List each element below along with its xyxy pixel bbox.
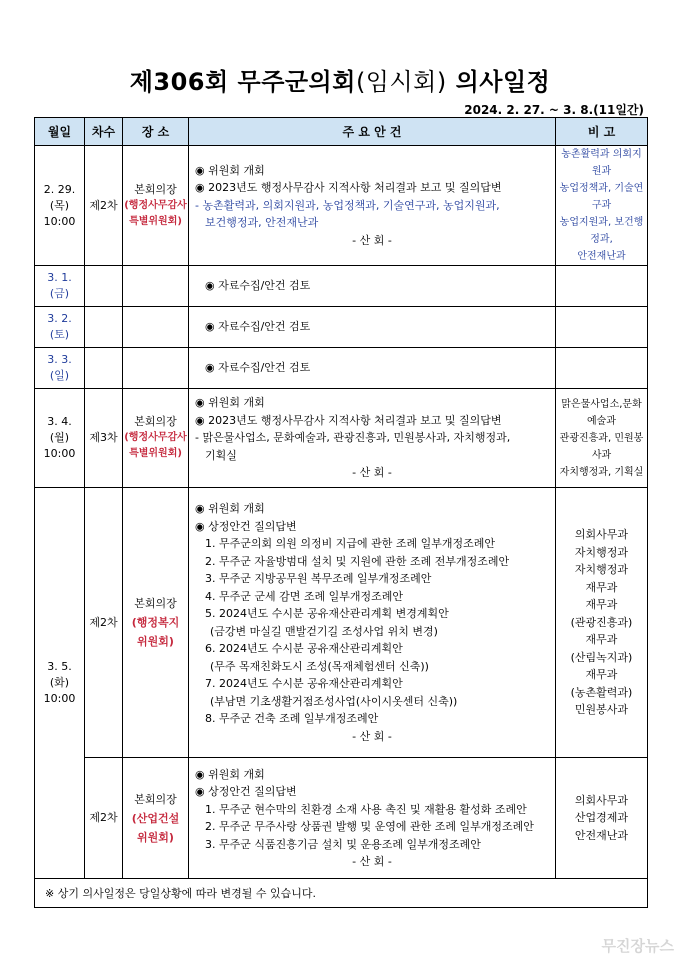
header-round: 차수	[85, 118, 123, 146]
agenda-cell: ◉ 위원회 개회 ◉ 상정안건 질의답변 1. 무주군 현수막의 친환경 소재 사용 촉진 및 재활용 활성화 조례안 2. 무주군 무주사랑 상품권 발행 및 운영에 관한 조례 일부개정조례안 3. 무주군 식품진흥기금 설치 및 운용조례 일부개정조례안 - 산 회 -	[189, 758, 556, 879]
header-date: 월일	[35, 118, 85, 146]
table-header-row	[35, 118, 648, 146]
footnote-row	[35, 879, 648, 908]
table-row	[35, 758, 648, 879]
place-cell: 본회의장 (행정사무감사 특별위원회)	[123, 146, 189, 266]
place-cell: 본회의장 (산업건설 위원회)	[123, 758, 189, 879]
watermark: 무진장뉴스	[601, 937, 674, 955]
agenda-cell: ◉ 위원회 개회 ◉ 2023년도 행정사무감사 지적사항 처리결과 보고 및 질의답변 - 맑은물사업소, 문화예술과, 관광진흥과, 민원봉사과, 자치행정과, 기획실 - 산 회 -	[189, 389, 556, 488]
page-title: 제306회 무주군의회(임시회) 의사일정	[129, 68, 551, 96]
notes-cell: 의회사무과 자치행정과 자치행정과 재무과 재무과 (관광진흥과) 재무과 (산림녹지과) 재무과 (농촌활력과) 민원봉사과	[556, 488, 648, 758]
round-cell: 제2차	[85, 758, 123, 879]
header-agenda: 주 요 안 건	[189, 118, 556, 146]
date-cell: 3. 4. (월) 10:00	[35, 389, 85, 488]
round-cell: 제3차	[85, 389, 123, 488]
table-row	[35, 348, 648, 389]
table-row	[35, 146, 648, 266]
place-cell: 본회의장 (행정복지 위원회)	[123, 488, 189, 758]
table-row	[35, 389, 648, 488]
schedule-table	[34, 117, 648, 908]
table-row	[35, 307, 648, 348]
notes-cell: 맑은물사업소,문화예술과 관광진흥과, 민원봉사과 자치행정과, 기획실	[556, 389, 648, 488]
agenda-cell: ◉ 위원회 개회 ◉ 상정안건 질의답변 1. 무주군의회 의원 의정비 지급에 관한 조례 일부개정조례안 2. 무주군 자율방범대 설치 및 지원에 관한 조례 전부개정조례안 3. 무주군 지방공무원 복무조례 일부개정조례안 4. 무주군 군세 감면 조례 일부개정조례안 5. 2024년도 수시분 공유재산관리계획 변경계획안 (금강변 마실길 맨발걷기길 조성사업 위치 변경) 6. 2024년도 수시분 공유재산관리계획안 (무주 목재친화도시 조성(목재체험센터 신축)) 7. 2024년도 수시분 공유재산관리계획안 (부남면 기초생활거점조성사업(사이시옷센터 신축)) 8. 무주군 건축 조례 일부개정조례안 - 산 회 -	[189, 488, 556, 758]
place-cell: 본회의장 (행정사무감사 특별위원회)	[123, 389, 189, 488]
date-cell: 2. 29. (목) 10:00	[35, 146, 85, 266]
notes-cell: 의회사무과 산업경제과 안전재난과	[556, 758, 648, 879]
round-cell: 제2차	[85, 146, 123, 266]
agenda-cell: ◉ 위원회 개회 ◉ 2023년도 행정사무감사 지적사항 처리결과 보고 및 질의답변 - 농촌활력과, 의회지원과, 농업정책과, 기술연구과, 농업지원과, 보건행정과, 안전재난과 - 산 회 -	[189, 146, 556, 266]
date-cell: 3. 3. (일)	[35, 348, 85, 389]
date-cell: 3. 5. (화) 10:00	[35, 488, 85, 879]
round-cell: 제2차	[85, 488, 123, 758]
footnote: ※ 상기 의사일정은 당일상황에 따라 변경될 수 있습니다.	[35, 879, 648, 908]
agenda-cell: ◉ 자료수집/안건 검토	[189, 266, 556, 307]
agenda-cell: ◉ 자료수집/안건 검토	[189, 348, 556, 389]
table-row	[35, 266, 648, 307]
schedule-period: 2024. 2. 27. ~ 3. 8.(11일간)	[464, 103, 644, 117]
date-cell: 3. 1. (금)	[35, 266, 85, 307]
notes-cell: 농촌활력과 의회지원과 농업정책과, 기술연구과 농업지원과, 보건행정과, 안전재난과	[556, 146, 648, 266]
header-place: 장 소	[123, 118, 189, 146]
agenda-cell: ◉ 자료수집/안건 검토	[189, 307, 556, 348]
table-row	[35, 488, 648, 758]
header-notes: 비 고	[556, 118, 648, 146]
date-cell: 3. 2. (토)	[35, 307, 85, 348]
